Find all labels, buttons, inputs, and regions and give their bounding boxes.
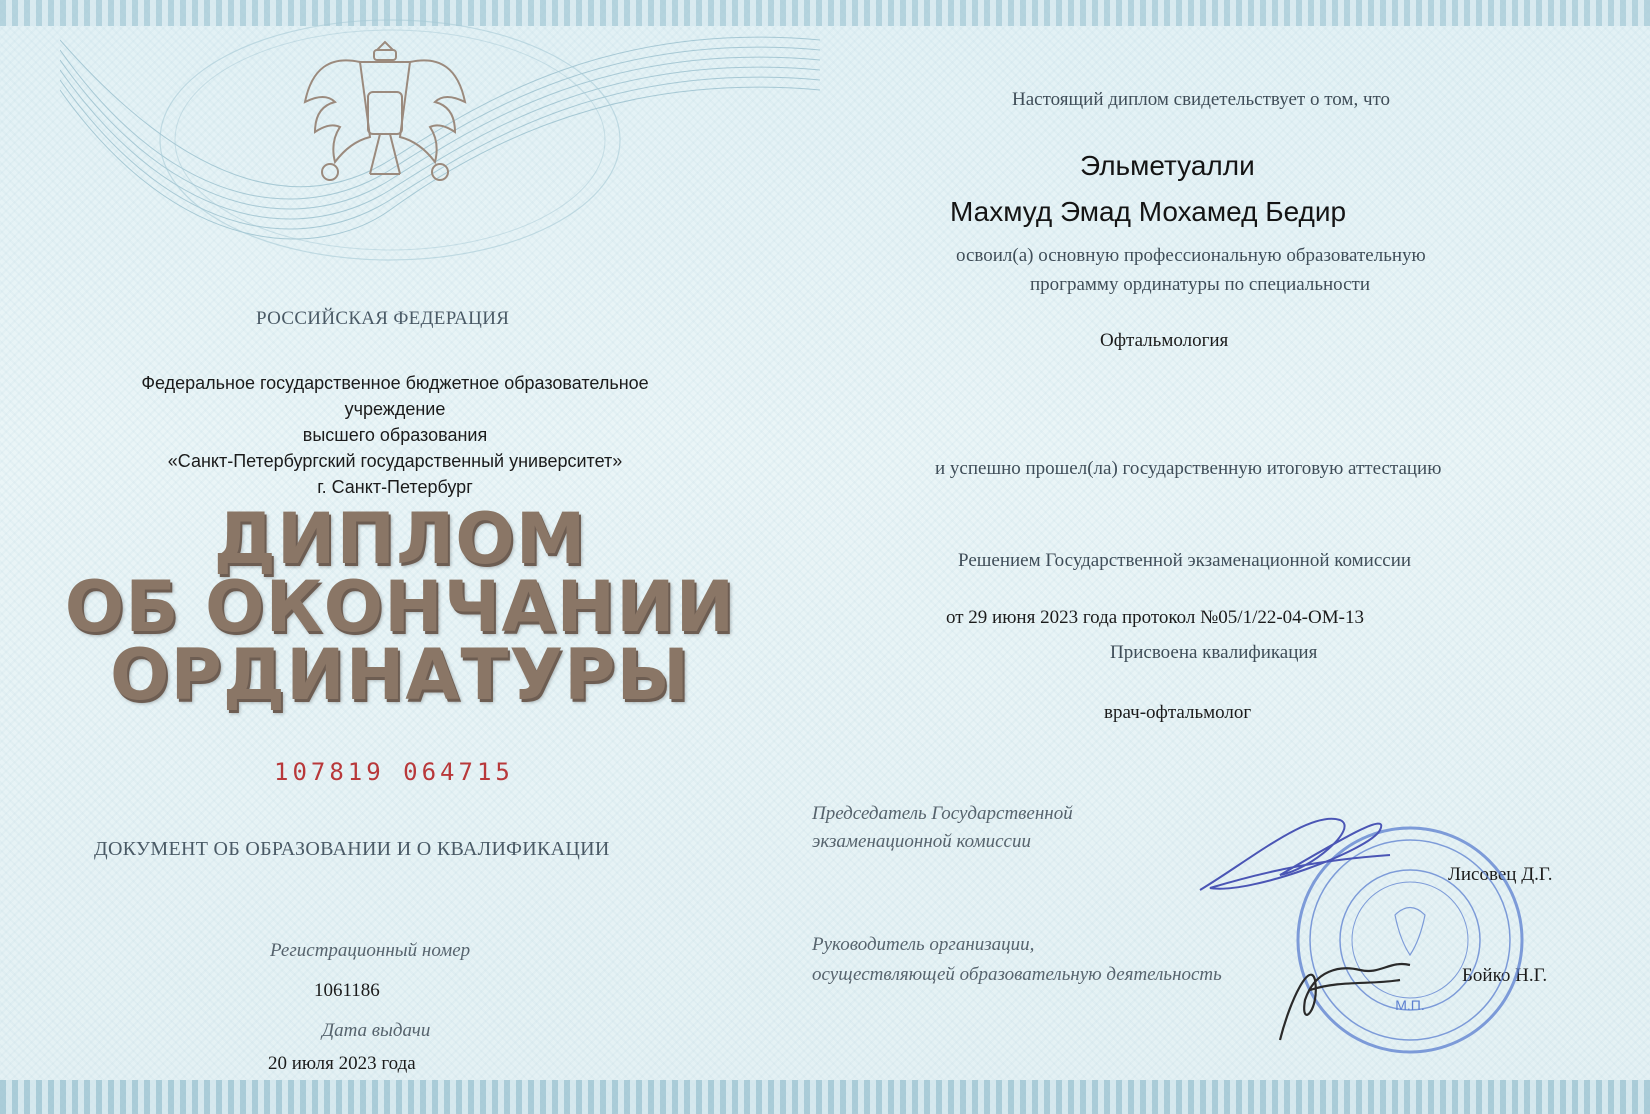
signature	[1190, 800, 1400, 910]
bottom-ornament-border	[0, 1080, 1650, 1114]
title-line: ОРДИНАТУРЫ	[109, 634, 691, 716]
institution-line: г. Санкт-Петербург	[317, 477, 473, 497]
serial-number: 107819 064715	[274, 758, 514, 786]
attestation-text: и успешно прошел(ла) государственную итоговую аттестацию	[935, 458, 1442, 479]
protocol-text: от 29 июня 2023 года протокол №05/1/22-04-ОМ-13	[946, 607, 1364, 628]
intro-text: Настоящий диплом свидетельствует о том, что	[1012, 89, 1391, 110]
holder-surname: Эльметуалли	[1080, 150, 1255, 181]
specialty: Офтальмология	[1100, 330, 1229, 351]
head-label	[812, 930, 1222, 990]
registration-number: 1061186	[314, 980, 380, 1001]
head-name: Бойко Н.Г.	[1462, 965, 1548, 986]
institution-line: учреждение	[344, 399, 446, 419]
coat-of-arms-icon	[300, 22, 470, 202]
holder-given-names: Махмуд Эмад Мохамед Бедир	[950, 196, 1347, 227]
decision-text: Решением Государственной экзаменационной комиссии	[958, 550, 1412, 571]
title-line: ДИПЛОМ	[213, 498, 587, 580]
qualification: врач-офтальмолог	[1104, 702, 1252, 723]
head-label-line: Руководитель организации,	[812, 934, 1035, 955]
document-type: ДОКУМЕНТ ОБ ОБРАЗОВАНИИ И О КВАЛИФИКАЦИИ	[94, 838, 610, 860]
title-line: ОБ ОКОНЧАНИИ	[64, 566, 736, 648]
program-text-line2: программу ординатуры по специальности	[1030, 274, 1371, 295]
institution-line: «Санкт-Петербургский государственный университет»	[167, 451, 623, 471]
chair-label-line: Председатель Государственной	[812, 803, 1073, 824]
issue-date-label: Дата выдачи	[322, 1020, 431, 1041]
institution-line: высшего образования	[302, 425, 488, 445]
registration-label: Регистрационный номер	[270, 940, 471, 961]
institution-line: Федеральное государственное бюджетное образовательное	[141, 373, 649, 393]
qualification-label: Присвоена квалификация	[1110, 642, 1318, 663]
signature	[1270, 940, 1430, 1050]
head-label-line: осуществляющей образовательную деятельность	[812, 964, 1222, 985]
chair-label	[812, 800, 1073, 856]
stamp-mark: М.П.	[1395, 997, 1425, 1013]
diploma-title	[60, 498, 740, 716]
chair-label-line: экзаменационной комиссии	[812, 831, 1031, 852]
institution-block	[100, 370, 690, 500]
issue-date: 20 июля 2023 года	[268, 1053, 416, 1074]
country-label: РОССИЙСКАЯ ФЕДЕРАЦИЯ	[256, 308, 510, 329]
chair-name: Лисовец Д.Г.	[1448, 864, 1553, 885]
program-text-line1: освоил(а) основную профессиональную образовательную	[956, 245, 1426, 266]
